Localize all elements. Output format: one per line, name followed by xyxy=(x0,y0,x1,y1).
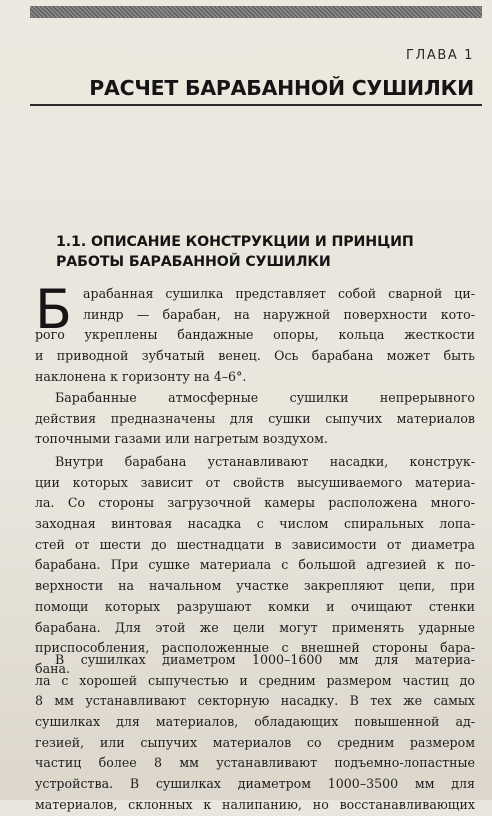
drop-cap-letter: Б xyxy=(35,278,73,341)
text-line: бана. xyxy=(35,660,70,676)
text-line: заходная винтовая насадка с числом спиральных лопа- xyxy=(35,516,475,532)
paragraph-3 xyxy=(35,452,475,680)
chapter-title-rule xyxy=(30,104,482,106)
text-line: топочными газами или нагретым воздухом. xyxy=(35,431,328,447)
text-line: верхности на начальном участке закрепляют цепи, при xyxy=(35,578,475,594)
text-line: ции которых зависит от свойств высушиваемого материа- xyxy=(35,474,475,490)
text-line: рого укреплены бандажные опоры, кольца жесткости xyxy=(35,327,475,343)
text-line: и приводной зубчатый венец. Ось барабана может быть xyxy=(35,348,475,364)
text-line: помощи которых разрушают комки и очищают стенки xyxy=(35,598,475,614)
text-line: действия предназначены для сушки сыпучих материалов xyxy=(35,410,475,426)
text-line: устройства. В сушилках диаметром 1000–3500 мм для xyxy=(35,776,475,792)
text-line: стей от шести до шестнадцати в зависимости от диаметра xyxy=(35,536,475,552)
text-line: сушилках для материалов, обладающих повышенной ад- xyxy=(35,714,475,730)
paragraph-4 xyxy=(35,650,475,816)
text-line: барабана. Для этой же цели могут применять ударные xyxy=(35,619,475,635)
section-heading xyxy=(56,232,476,272)
text-line: Внутри барабана устанавливают насадки, конструк- xyxy=(55,454,475,469)
section-heading-line: РАБОТЫ БАРАБАННОЙ СУШИЛКИ xyxy=(56,254,331,270)
text-line: частиц более 8 мм устанавливают подъемно-лопастные xyxy=(35,755,475,771)
chapter-title: РАСЧЕТ БАРАБАННОЙ СУШИЛКИ xyxy=(89,76,474,100)
text-line: барабана. При сушке материала с большой адгезией к по- xyxy=(35,557,475,573)
text-line: гезией, или сыпучих материалов со средним размером xyxy=(35,734,475,750)
text-line: 8 мм устанавливают секторную насадку. В тех же самых xyxy=(35,693,475,709)
text-line: арабанная сушилка представляет собой сварной ци- xyxy=(83,286,475,301)
section-heading-line: 1.1. ОПИСАНИЕ КОНСТРУКЦИИ И ПРИНЦИП xyxy=(56,234,414,250)
header-decorative-band xyxy=(30,6,482,18)
chapter-label: ГЛАВА 1 xyxy=(405,48,474,63)
text-line: ла с хорошей сыпучестью и средним размером частиц до xyxy=(35,672,475,688)
text-line: ла. Со стороны загрузочной камеры расположена много- xyxy=(35,495,475,511)
text-line: наклонена к горизонту на 4–6°. xyxy=(35,368,247,384)
paragraph-2 xyxy=(35,388,475,450)
text-line: Барабанные атмосферные сушилки непрерывного xyxy=(55,390,475,405)
text-line: В сушилках диаметром 1000–1600 мм для материа- xyxy=(55,652,475,667)
text-line: материалов, склонных к налипанию, но восстанавливающих xyxy=(35,796,475,812)
text-line: приспособления, расположенные с внешней стороны бара- xyxy=(35,640,475,656)
paragraph-1 xyxy=(35,278,475,387)
text-line: линдр — барабан, на наружной поверхности кото- xyxy=(83,306,475,322)
